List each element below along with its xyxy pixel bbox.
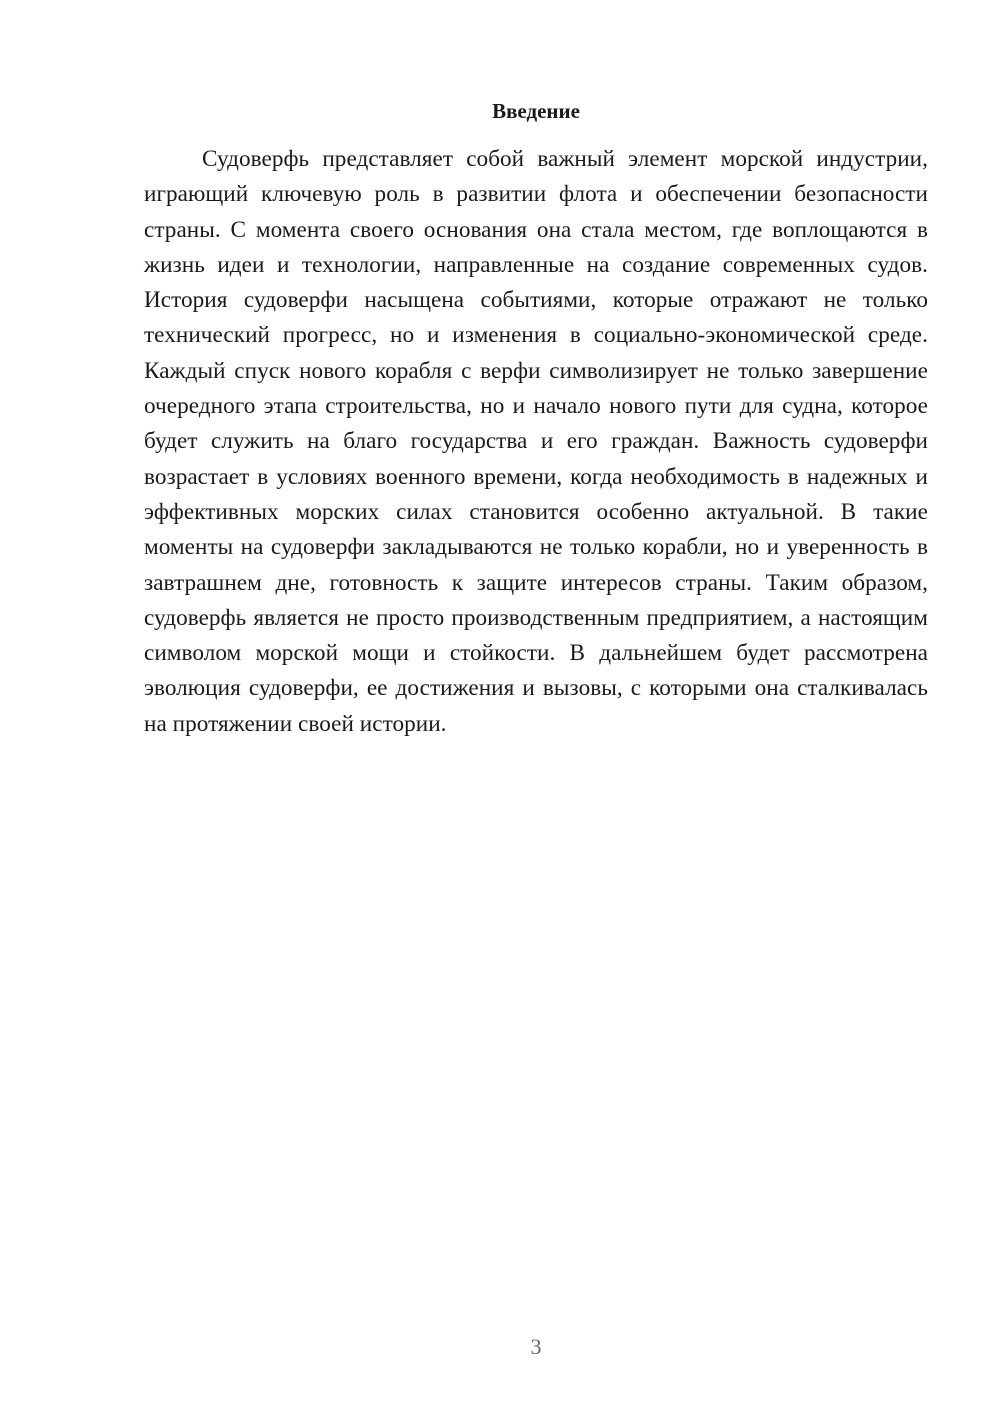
page-number: 3 [530, 1334, 542, 1359]
body-paragraph: Судоверфь представляет собой важный элемент морской индустрии, играющий ключевую роль в развитии флота и обеспечении безопасности страны. С момента своего основания она стала местом, где воплощаются в жизнь идеи и технологии, направленные на создание современных судов. История судоверфи насыщена событиями, которые отражают не только технический прогресс, но и изменения в социально-экономической среде. Каждый спуск нового корабля с верфи символизирует не только завершение очередного этапа строительства, но и начало нового пути для судна, которое будет служить на благо государства и его граждан. Важность судоверфи возрастает в условиях военного времени, когда необходимость в надежных и эффективных морских силах становится особенно актуальной. В такие моменты на судоверфи закладываются не только корабли, но и уверенность в завтрашнем дне, готовность к защите интересов страны. Таким образом, судоверфь является не просто производственным предприятием, а настоящим символом морской мощи и стойкости. В дальнейшем будет рассмотрена эволюция судоверфи, ее достижения и вызовы, с которыми она сталкивалась на протяжении своей истории. [144, 146, 928, 737]
section-heading: Введение [492, 99, 580, 123]
